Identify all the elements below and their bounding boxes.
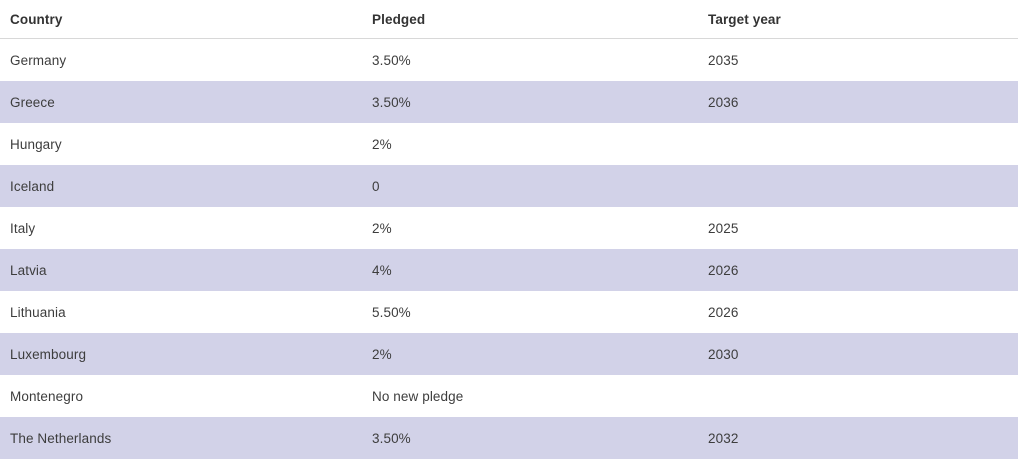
cell-pledged: 3.50% xyxy=(372,52,411,68)
cell-target-year xyxy=(698,165,1018,207)
cell-country: Greece xyxy=(10,94,55,110)
cell-target-year: 2026 xyxy=(708,304,739,320)
table-row xyxy=(0,375,1018,417)
column-header-pledged: Pledged xyxy=(362,0,698,39)
table-row xyxy=(0,165,1018,207)
cell-target-year: 2032 xyxy=(708,430,739,446)
column-header-target-year: Target year xyxy=(698,0,1018,39)
column-header-country: Country xyxy=(0,0,362,39)
cell-pledged: 5.50% xyxy=(372,304,411,320)
cell-country: Iceland xyxy=(10,178,55,194)
cell-target-year: 2030 xyxy=(708,346,739,362)
cell-target-year: 2026 xyxy=(708,262,739,278)
cell-country: The Netherlands xyxy=(10,430,112,446)
table-row xyxy=(0,333,1018,375)
cell-country: Montenegro xyxy=(10,388,84,404)
cell-country: Germany xyxy=(10,52,67,68)
cell-pledged: 2% xyxy=(372,220,392,236)
cell-country: Lithuania xyxy=(10,304,66,320)
table-row xyxy=(0,39,1018,82)
cell-country: Hungary xyxy=(10,136,62,152)
cell-pledged: No new pledge xyxy=(372,388,464,404)
table-row xyxy=(0,417,1018,459)
cell-target-year: 2036 xyxy=(708,94,739,110)
cell-pledged: 2% xyxy=(372,346,392,362)
cell-country: Italy xyxy=(10,220,36,236)
table-row xyxy=(0,123,1018,165)
cell-country: Latvia xyxy=(10,262,47,278)
cell-target-year: 2035 xyxy=(708,52,739,68)
cell-country: Luxembourg xyxy=(10,346,87,362)
table-row xyxy=(0,291,1018,333)
cell-pledged: 2% xyxy=(372,136,392,152)
table-row xyxy=(0,81,1018,123)
header-row xyxy=(0,0,1018,39)
table-row xyxy=(0,249,1018,291)
cell-pledged: 3.50% xyxy=(372,430,411,446)
cell-target-year xyxy=(698,375,1018,417)
cell-pledged: 4% xyxy=(372,262,392,278)
cell-target-year: 2025 xyxy=(708,220,739,236)
cell-pledged: 3.50% xyxy=(372,94,411,110)
cell-target-year xyxy=(698,123,1018,165)
cell-pledged: 0 xyxy=(372,178,380,194)
table-row xyxy=(0,207,1018,249)
